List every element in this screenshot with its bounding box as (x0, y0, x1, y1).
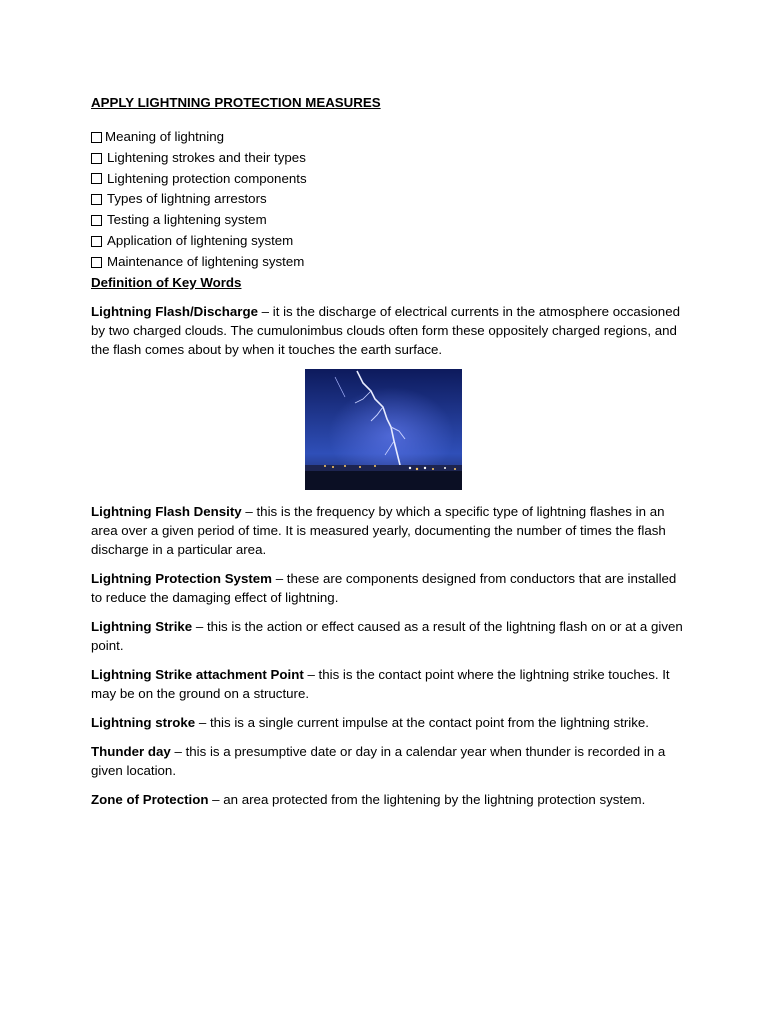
definitions-heading: Definition of Key Words (91, 274, 242, 290)
list-item (91, 252, 691, 273)
definition-term: Zone of Protection (91, 791, 209, 807)
topic-list (91, 127, 691, 273)
definition-term: Lightning Flash Density (91, 503, 242, 519)
definition-term: Lightning Strike attachment Point (91, 666, 304, 682)
definition-text: – this is a presumptive date or day in a calendar year when thunder is recorded in a given location. (91, 743, 666, 778)
definition-paragraph (91, 617, 691, 655)
definition-text: – it is the discharge of electrical currents in the atmosphere occasioned by two charged clouds. The cumulonimbus clouds often form these oppositely charged regions, and the flash comes about by when it touches the earth surface. (91, 303, 680, 357)
topic-label: Types of lightning arrestors (107, 191, 267, 207)
list-item (91, 148, 691, 169)
definition-paragraph (91, 713, 691, 732)
checkbox-square-icon (91, 153, 102, 164)
definition-text: – these are components designed from conductors that are installed to reduce the damaging effect of lightning. (91, 570, 677, 605)
checkbox-square-icon (91, 215, 102, 226)
definition-paragraph (91, 790, 691, 809)
definition-paragraph (91, 569, 691, 607)
definition-text: – an area protected from the lightening by the lightning protection system. (208, 791, 646, 807)
list-item (91, 169, 691, 190)
definition-text: – this is a single current impulse at the contact point from the lightning strike. (195, 714, 649, 730)
checkbox-square-icon (91, 236, 102, 247)
topic-label: Lightening protection components (107, 170, 307, 186)
topic-label: Lightening strokes and their types (107, 149, 306, 165)
definition-term: Lightning stroke (91, 714, 196, 730)
definition-text: – this is the frequency by which a specific type of lightning flashes in an area over a given period of time. It is measured yearly, documenting the number of times the flash discharge in a particular area. (91, 503, 666, 557)
definition-paragraph (91, 302, 691, 359)
definition-paragraph (91, 742, 691, 780)
checkbox-square-icon (91, 257, 102, 268)
document-title: APPLY LIGHTNING PROTECTION MEASURES (91, 95, 381, 110)
definition-term: Lightning Strike (91, 618, 193, 634)
checkbox-square-icon (91, 173, 102, 184)
document-content (91, 94, 691, 819)
list-item (91, 127, 691, 148)
checkbox-square-icon (91, 132, 102, 143)
definition-term: Lightning Flash/Discharge (91, 303, 258, 319)
topic-label: Application of lightening system (107, 232, 294, 248)
definition-text: – this is the contact point where the lightning strike touches. It may be on the ground on a structure. (91, 666, 670, 701)
definition-text: – this is the action or effect caused as a result of the lightning flash on or at a given point. (91, 618, 683, 653)
definition-paragraph (91, 502, 691, 559)
topic-label: Testing a lightening system (107, 212, 267, 228)
list-item (91, 210, 691, 231)
topic-label: Maintenance of lightening system (107, 253, 305, 269)
lightning-photo (305, 369, 462, 490)
definition-paragraph (91, 665, 691, 703)
list-item (91, 189, 691, 210)
definition-term: Lightning Protection System (91, 570, 272, 586)
checkbox-square-icon (91, 194, 102, 205)
topic-label: Meaning of lightning (105, 129, 225, 144)
list-item (91, 231, 691, 252)
definition-term: Thunder day (91, 743, 171, 759)
